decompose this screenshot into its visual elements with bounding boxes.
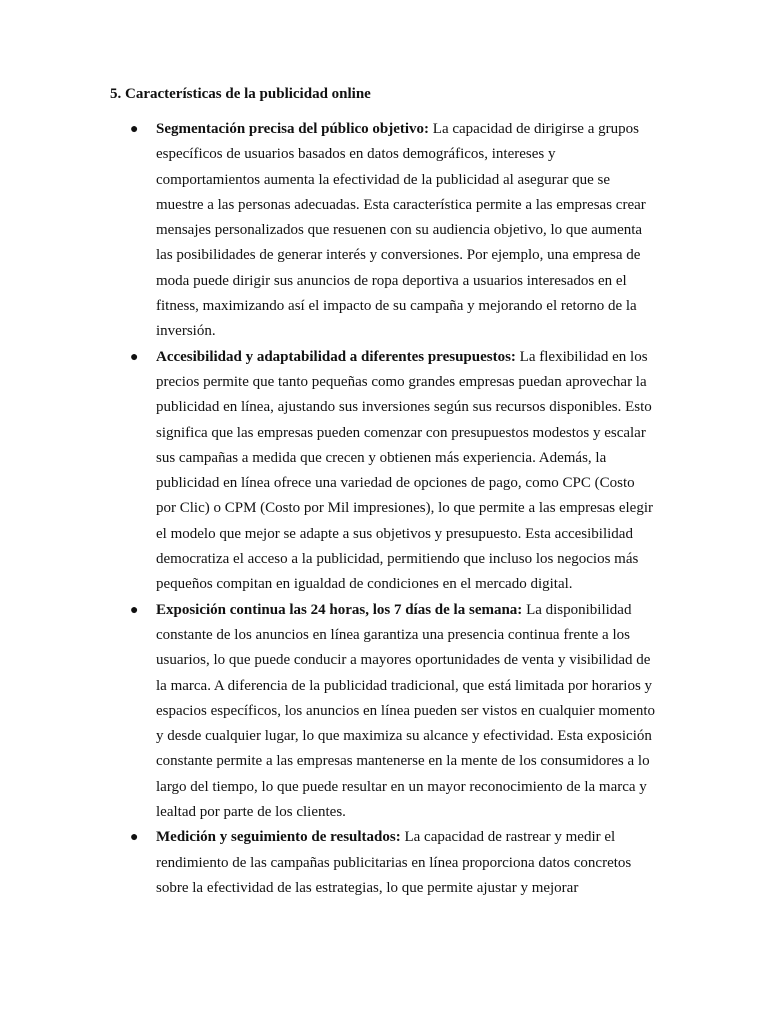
section-heading: 5. Características de la publicidad online [110,86,371,102]
item-text: La flexibilidad en los precios permite que tanto pequeñas como grandes empresas puedan aprovechar la publicidad en línea, ajustando sus inversiones según sus recursos disponibles. Esto significa que las empresas pueden comenzar con presupuestos modestos y escalar sus campañas a medida que crecen y obtienen más experiencia. Además, la publicidad en línea ofrece una variedad de opciones de pago, como CPC (Costo por Clic) o CPM (Costo por Mil impresiones), lo que permite a las empresas elegir el modelo que mejor se adapte a sus objetivos y presupuesto. Esta accesibilidad democratiza el acceso a la publicidad, permitiendo que incluso los negocios más pequeños compitan en igualdad de condiciones en el mercado digital. [156,348,653,593]
bullet-icon: ● [130,602,139,618]
item-title: Medición y seguimiento de resultados: [156,829,401,846]
list-item [0,345,658,598]
item-title: Accesibilidad y adaptabilidad a diferentes presupuestos: [156,348,516,365]
characteristics-list [0,117,768,901]
item-title: Exposición continua las 24 horas, los 7 días de la semana: [156,601,523,618]
item-text: La disponibilidad constante de los anuncios en línea garantiza una presencia continua frente a los usuarios, lo que puede conducir a mayores oportunidades de venta y visibilidad de la marca. A diferencia de la publicidad tradicional, que está limitada por horarios y espacios específicos, los anuncios en línea pueden ser vistos en cualquier momento y desde cualquier lugar, lo que maximiza su alcance y efectividad. Esta exposición constante permite a las empresas mantenerse en la mente de los consumidores a lo largo del tiempo, lo que puede resultar en un mayor reconocimiento de la marca y lealtad por parte de los clientes. [156,601,656,821]
bullet-icon: ● [130,830,139,846]
list-item [0,598,658,826]
list-item [0,117,658,345]
bullet-icon: ● [130,349,139,365]
item-text: La capacidad de dirigirse a grupos específicos de usuarios basados en datos demográficos, intereses y comportamientos aumenta la efectividad de la publicidad al asegurar que se muestre a las personas adecuadas. Esta característica permite a las empresas crear mensajes personalizados que resuenen con su audiencia objetivo, lo que aumenta las posibilidades de generar interés y conversiones. Por ejemplo, una empresa de moda puede dirigir sus anuncios de ropa deportiva a usuarios interesados en el fitness, maximizando así el impacto de su campaña y mejorando el retorno de la inversión. [156,121,646,340]
list-item [0,825,658,901]
item-text: La capacidad de rastrear y medir el rendimiento de las campañas publicitarias en línea proporciona datos concretos sobre la efectividad de las estrategias, lo que permite ajustar y mejorar [156,829,632,896]
item-title: Segmentación precisa del público objetivo: [156,121,430,137]
bullet-icon: ● [130,122,139,137]
